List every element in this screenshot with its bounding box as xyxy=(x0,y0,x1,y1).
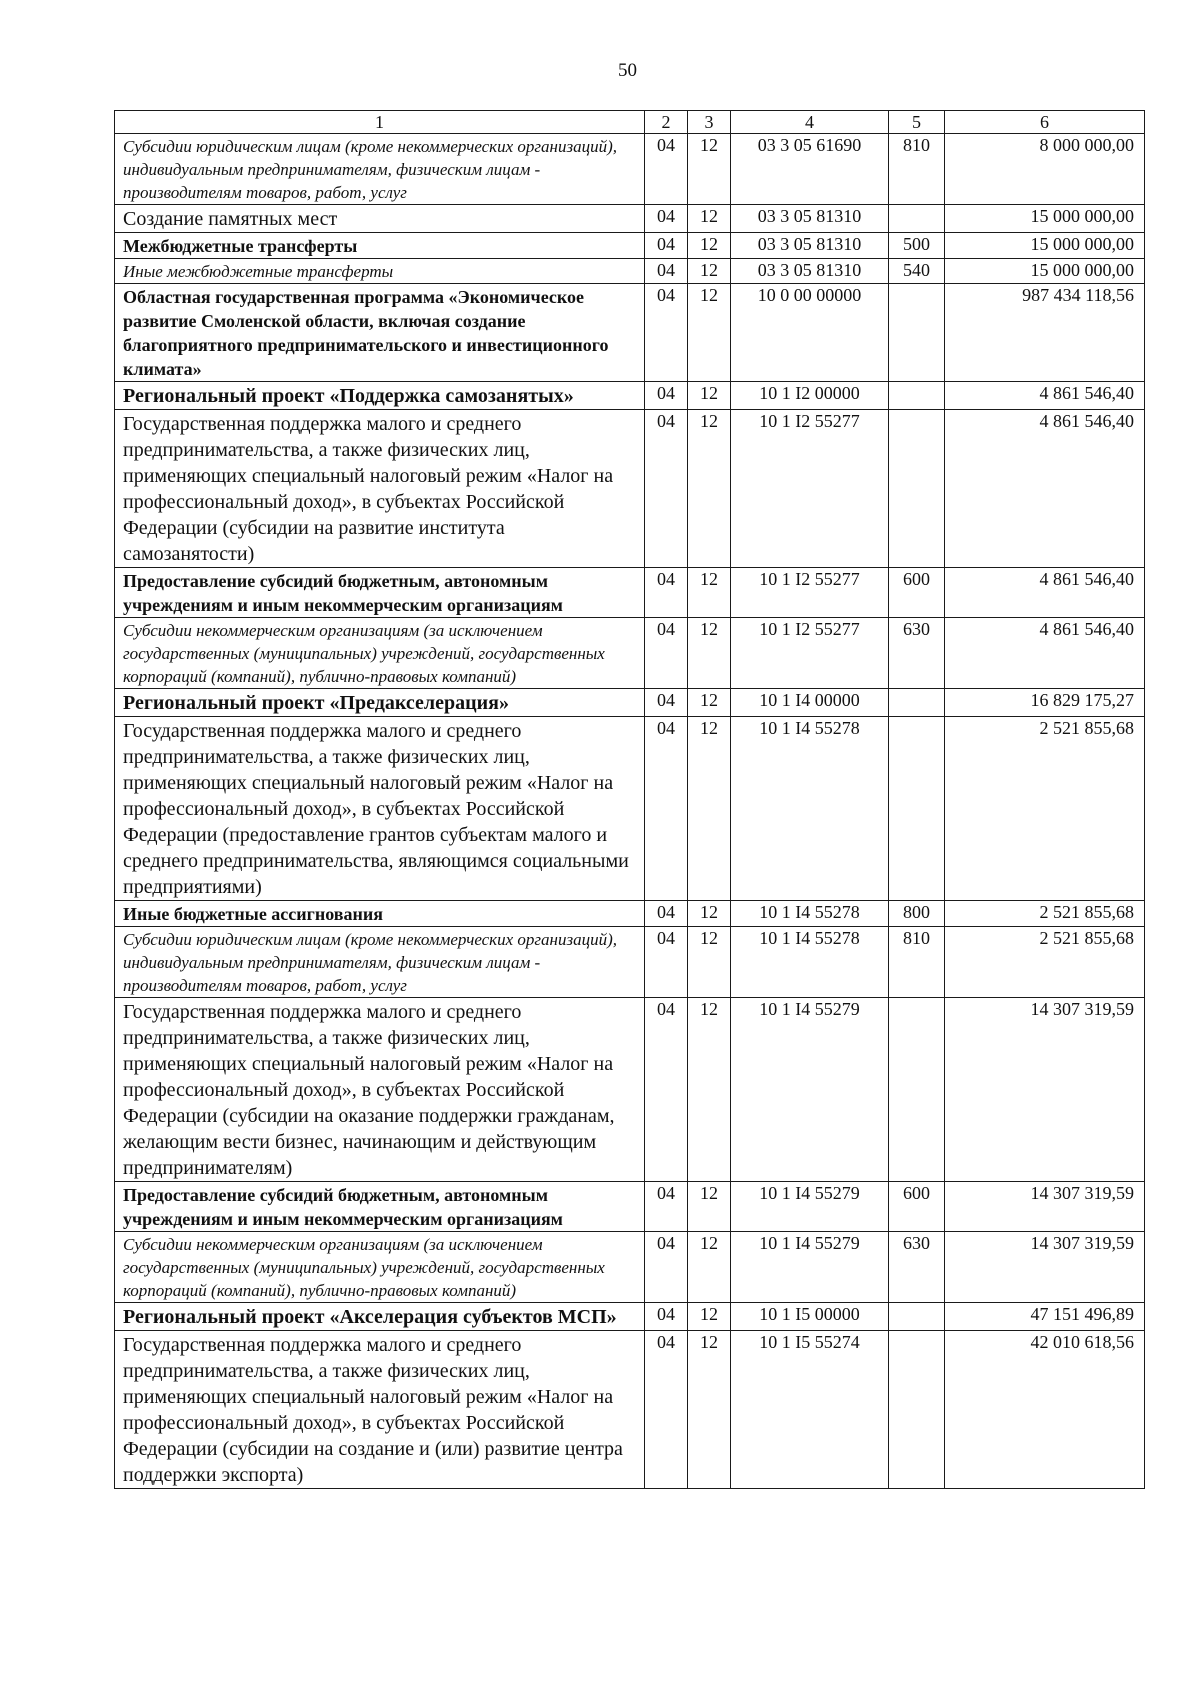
row-section: 04 xyxy=(645,205,688,233)
row-expense-type xyxy=(889,717,945,901)
header-col-5: 5 xyxy=(889,111,945,134)
row-amount: 42 010 618,56 xyxy=(945,1331,1145,1489)
row-target-code: 10 1 I4 55278 xyxy=(731,901,889,927)
row-expense-type: 600 xyxy=(889,1182,945,1232)
row-amount: 47 151 496,89 xyxy=(945,1303,1145,1331)
row-amount: 4 861 546,40 xyxy=(945,410,1145,568)
row-subsection: 12 xyxy=(688,259,731,284)
table-row xyxy=(115,998,1145,1182)
row-target-code: 10 1 I5 00000 xyxy=(731,1303,889,1331)
row-target-code: 10 1 I2 00000 xyxy=(731,382,889,410)
table-row xyxy=(115,901,1145,927)
row-target-code: 10 1 I4 55279 xyxy=(731,998,889,1182)
row-target-code: 10 1 I2 55277 xyxy=(731,410,889,568)
row-section: 04 xyxy=(645,901,688,927)
row-expense-type xyxy=(889,998,945,1182)
row-subsection: 12 xyxy=(688,998,731,1182)
row-name: Предоставление субсидий бюджетным, автономным учреждениям и иным некоммерческим организациям xyxy=(115,1182,645,1232)
row-target-code: 10 1 I2 55277 xyxy=(731,618,889,689)
row-amount: 15 000 000,00 xyxy=(945,259,1145,284)
row-subsection: 12 xyxy=(688,410,731,568)
row-expense-type xyxy=(889,410,945,568)
row-name: Предоставление субсидий бюджетным, автономным учреждениям и иным некоммерческим организациям xyxy=(115,568,645,618)
row-subsection: 12 xyxy=(688,233,731,259)
table-row xyxy=(115,410,1145,568)
row-name: Региональный проект «Акселерация субъектов МСП» xyxy=(115,1303,645,1331)
row-subsection: 12 xyxy=(688,284,731,382)
row-expense-type: 810 xyxy=(889,927,945,998)
row-subsection: 12 xyxy=(688,568,731,618)
row-target-code: 03 3 05 81310 xyxy=(731,233,889,259)
row-amount: 4 861 546,40 xyxy=(945,618,1145,689)
row-name: Государственная поддержка малого и среднего предпринимательства, а также физических лиц, применяющих специальный налоговый режим «Налог на профессиональный доход», в субъектах Российской Федерации (субсидии на развитие института самозанятости) xyxy=(115,410,645,568)
row-section: 04 xyxy=(645,410,688,568)
row-name: Субсидии некоммерческим организациям (за исключением государственных (муниципальных) учреждений, государственных корпораций (компаний), публично-правовых компаний) xyxy=(115,1232,645,1303)
row-expense-type xyxy=(889,284,945,382)
table-row xyxy=(115,134,1145,205)
table-body xyxy=(115,111,1145,1489)
row-expense-type: 600 xyxy=(889,568,945,618)
row-name: Государственная поддержка малого и среднего предпринимательства, а также физических лиц, применяющих специальный налоговый режим «Налог на профессиональный доход», в субъектах Российской Федерации (субсидии на создание и (или) развитие центра поддержки экспорта) xyxy=(115,1331,645,1489)
row-name: Создание памятных мест xyxy=(115,205,645,233)
row-amount: 14 307 319,59 xyxy=(945,1182,1145,1232)
row-amount: 16 829 175,27 xyxy=(945,689,1145,717)
row-subsection: 12 xyxy=(688,689,731,717)
row-expense-type xyxy=(889,382,945,410)
table-row xyxy=(115,1182,1145,1232)
row-section: 04 xyxy=(645,382,688,410)
page-number: 50 xyxy=(618,60,637,81)
table-row xyxy=(115,717,1145,901)
row-subsection: 12 xyxy=(688,1182,731,1232)
row-section: 04 xyxy=(645,998,688,1182)
row-name: Государственная поддержка малого и среднего предпринимательства, а также физических лиц, применяющих специальный налоговый режим «Налог на профессиональный доход», в субъектах Российской Федерации (предоставление грантов субъектам малого и среднего предпринимательства, являющимся социальными предприятиями) xyxy=(115,717,645,901)
row-expense-type: 800 xyxy=(889,901,945,927)
row-section: 04 xyxy=(645,134,688,205)
table-row xyxy=(115,205,1145,233)
row-amount: 2 521 855,68 xyxy=(945,901,1145,927)
row-subsection: 12 xyxy=(688,901,731,927)
row-subsection: 12 xyxy=(688,927,731,998)
budget-table xyxy=(114,110,1145,1489)
row-subsection: 12 xyxy=(688,382,731,410)
row-amount: 15 000 000,00 xyxy=(945,205,1145,233)
table-row xyxy=(115,618,1145,689)
row-name: Государственная поддержка малого и среднего предпринимательства, а также физических лиц, применяющих специальный налоговый режим «Налог на профессиональный доход», в субъектах Российской Федерации (субсидии на оказание поддержки гражданам, желающим вести бизнес, начинающим и действующим предпринимателям) xyxy=(115,998,645,1182)
row-section: 04 xyxy=(645,1182,688,1232)
header-col-3: 3 xyxy=(688,111,731,134)
row-target-code: 10 1 I4 55278 xyxy=(731,927,889,998)
table-row xyxy=(115,689,1145,717)
row-section: 04 xyxy=(645,233,688,259)
row-target-code: 10 0 00 00000 xyxy=(731,284,889,382)
row-target-code: 10 1 I4 55279 xyxy=(731,1232,889,1303)
row-amount: 14 307 319,59 xyxy=(945,998,1145,1182)
row-section: 04 xyxy=(645,618,688,689)
header-col-6: 6 xyxy=(945,111,1145,134)
row-expense-type xyxy=(889,205,945,233)
row-amount: 4 861 546,40 xyxy=(945,382,1145,410)
table-row xyxy=(115,1232,1145,1303)
row-subsection: 12 xyxy=(688,717,731,901)
header-col-4: 4 xyxy=(731,111,889,134)
row-target-code: 10 1 I2 55277 xyxy=(731,568,889,618)
row-name: Субсидии юридическим лицам (кроме некоммерческих организаций), индивидуальным предпринимателям, физическим лицам - производителям товаров, работ, услуг xyxy=(115,927,645,998)
header-col-1: 1 xyxy=(115,111,645,134)
row-target-code: 03 3 05 81310 xyxy=(731,259,889,284)
row-amount: 4 861 546,40 xyxy=(945,568,1145,618)
row-amount: 2 521 855,68 xyxy=(945,717,1145,901)
row-expense-type: 810 xyxy=(889,134,945,205)
row-subsection: 12 xyxy=(688,618,731,689)
row-expense-type xyxy=(889,1303,945,1331)
table-row xyxy=(115,568,1145,618)
row-amount: 14 307 319,59 xyxy=(945,1232,1145,1303)
row-target-code: 03 3 05 61690 xyxy=(731,134,889,205)
row-name: Межбюджетные трансферты xyxy=(115,233,645,259)
header-col-2: 2 xyxy=(645,111,688,134)
row-section: 04 xyxy=(645,259,688,284)
row-name: Областная государственная программа «Экономическое развитие Смоленской области, включая создание благоприятного предпринимательского и инвестиционного климата» xyxy=(115,284,645,382)
row-expense-type: 630 xyxy=(889,618,945,689)
row-name: Региональный проект «Поддержка самозанятых» xyxy=(115,382,645,410)
row-subsection: 12 xyxy=(688,134,731,205)
row-name: Субсидии юридическим лицам (кроме некоммерческих организаций), индивидуальным предпринимателям, физическим лицам - производителям товаров, работ, услуг xyxy=(115,134,645,205)
table-header-row xyxy=(115,111,1145,134)
row-name: Иные бюджетные ассигнования xyxy=(115,901,645,927)
row-expense-type: 630 xyxy=(889,1232,945,1303)
row-section: 04 xyxy=(645,1232,688,1303)
row-section: 04 xyxy=(645,1303,688,1331)
table-row xyxy=(115,382,1145,410)
row-amount: 2 521 855,68 xyxy=(945,927,1145,998)
row-expense-type: 540 xyxy=(889,259,945,284)
row-amount: 8 000 000,00 xyxy=(945,134,1145,205)
row-subsection: 12 xyxy=(688,1331,731,1489)
row-subsection: 12 xyxy=(688,205,731,233)
row-name: Региональный проект «Предакселерация» xyxy=(115,689,645,717)
row-target-code: 03 3 05 81310 xyxy=(731,205,889,233)
row-section: 04 xyxy=(645,1331,688,1489)
row-target-code: 10 1 I4 55279 xyxy=(731,1182,889,1232)
row-amount: 15 000 000,00 xyxy=(945,233,1145,259)
row-section: 04 xyxy=(645,717,688,901)
row-target-code: 10 1 I5 55274 xyxy=(731,1331,889,1489)
row-amount: 987 434 118,56 xyxy=(945,284,1145,382)
row-expense-type xyxy=(889,1331,945,1489)
row-name: Иные межбюджетные трансферты xyxy=(115,259,645,284)
table-row xyxy=(115,233,1145,259)
row-section: 04 xyxy=(645,689,688,717)
row-name: Субсидии некоммерческим организациям (за исключением государственных (муниципальных) учреждений, государственных корпораций (компаний), публично-правовых компаний) xyxy=(115,618,645,689)
table-row xyxy=(115,927,1145,998)
row-subsection: 12 xyxy=(688,1232,731,1303)
row-section: 04 xyxy=(645,284,688,382)
row-expense-type: 500 xyxy=(889,233,945,259)
table-row xyxy=(115,284,1145,382)
row-section: 04 xyxy=(645,568,688,618)
table-row xyxy=(115,1303,1145,1331)
row-expense-type xyxy=(889,689,945,717)
row-section: 04 xyxy=(645,927,688,998)
row-target-code: 10 1 I4 00000 xyxy=(731,689,889,717)
row-subsection: 12 xyxy=(688,1303,731,1331)
table-row xyxy=(115,259,1145,284)
row-target-code: 10 1 I4 55278 xyxy=(731,717,889,901)
table-row xyxy=(115,1331,1145,1489)
